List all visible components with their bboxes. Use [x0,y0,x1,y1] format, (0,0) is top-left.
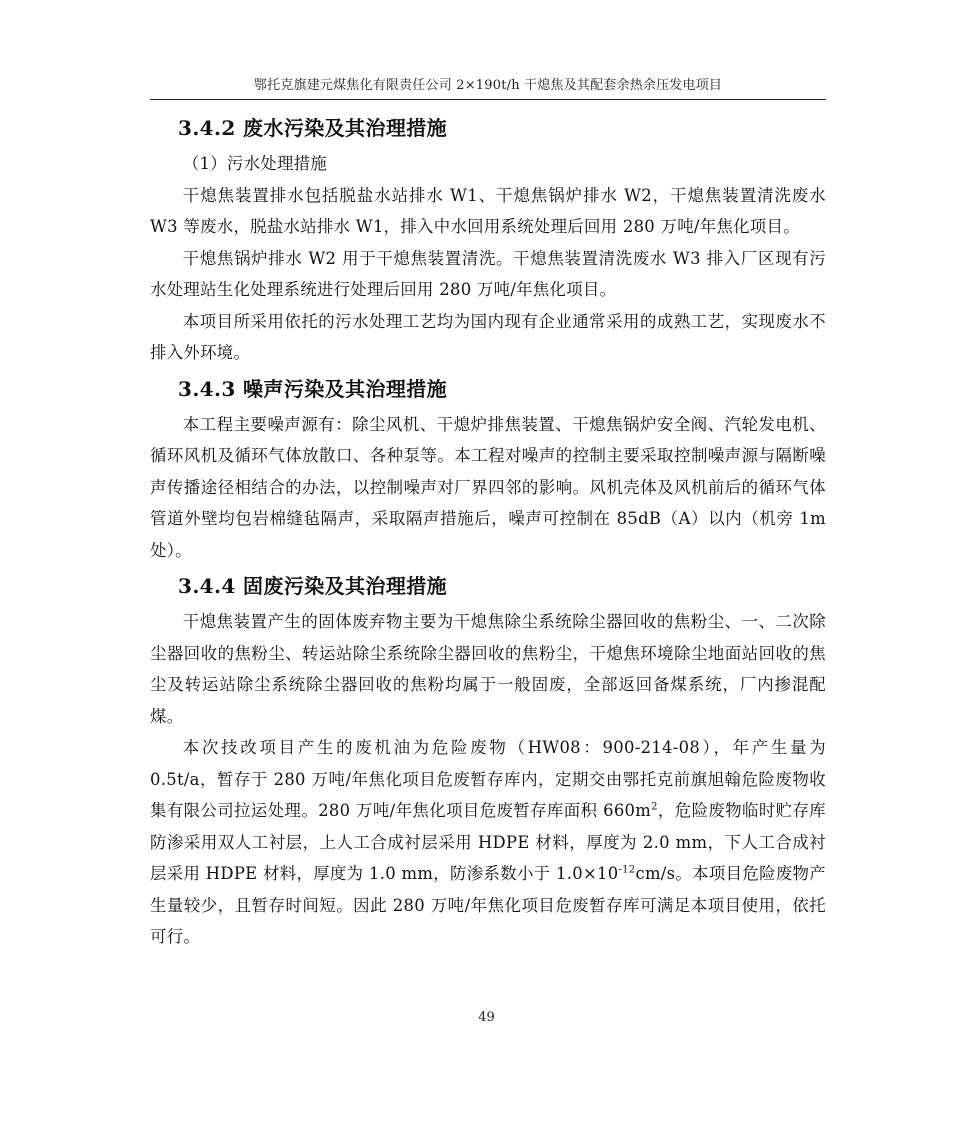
hazard-text-part-1: 本次技改项目产生的废机油为危险废物（HW08：900-214-08），年产生量为 0.5t/a，暂存于 280 万吨/年焦化项目危废暂存库内，定期交由鄂托克前旗旭翰危险废物收集有限公司拉运处理。280 万吨/年焦化项目危废暂存库面积 660m [150,738,826,820]
hazard-text-part-2: ，危险废物临时贮存库防渗采用双人工衬层，上人工合成衬层采用 HDPE 材料，厚度为 2.0 mm，下人工合成衬层采用 HDPE 材料，厚度为 1.0 mm，防渗系数小于 1.0×10 [150,801,826,883]
document-body [150,108,826,953]
subheading-sewage-treatment: （1）污水处理措施 [182,154,328,173]
paragraph-wastewater-3: 本项目所采用依托的污水处理工艺均为国内现有企业通常采用的成熟工艺，实现废水不排入外环境。 [150,311,826,362]
section-heading-3-4-2: 3.4.2 废水污染及其治理措施 [178,116,448,140]
section-heading-3-4-4: 3.4.4 固废污染及其治理措施 [178,574,448,598]
paragraph-hazardous-waste [150,732,826,953]
page-number: 49 [478,1010,495,1025]
header-divider [150,99,826,100]
paragraph-wastewater-1: 干熄焦装置排水包括脱盐水站排水 W1、干熄焦锅炉排水 W2，干熄焦装置清洗废水 W3 等废水，脱盐水站排水 W1，排入中水回用系统处理后回用 280 万吨/年焦化项目。 [150,185,826,236]
coefficient-exponent: -12 [618,864,636,876]
hazard-text-part-3: cm/s。本项目危险废物产生量较少，且暂存时间短。因此 280 万吨/年焦化项目危废暂存库可满足本项目使用，依托可行。 [150,864,826,946]
paragraph-solid-waste-1: 干熄焦装置产生的固体废弃物主要为干熄焦除尘系统除尘器回收的焦粉尘、一、二次除尘器回收的焦粉尘、转运站除尘系统除尘器回收的焦粉尘，干熄焦环境除尘地面站回收的焦尘及转运站除尘系统除尘器回收的焦粉均属于一般固废，全部返回备煤系统，厂内掺混配煤。 [150,612,826,726]
area-exponent: 2 [651,801,658,813]
page-header: 鄂托克旗建元煤焦化有限责任公司 2×190t/h 干熄焦及其配套余热余压发电项目 [253,78,723,93]
paragraph-wastewater-2: 干熄焦锅炉排水 W2 用于干熄焦装置清洗。干熄焦装置清洗废水 W3 排入厂区现有污水处理站生化处理系统进行处理后回用 280 万吨/年焦化项目。 [150,248,826,299]
paragraph-noise-1: 本工程主要噪声源有：除尘风机、干熄炉排焦装置、干熄焦锅炉安全阀、汽轮发电机、循环风机及循环气体放散口、各种泵等。本工程对噪声的控制主要采取控制噪声源与隔断噪声传播途径相结合的办法，以控制噪声对厂界四邻的影响。风机壳体及风机前后的循环气体管道外壁均包岩棉缝毡隔声，采取隔声措施后，噪声可控制在 85dB（A）以内（机旁 1m 处）。 [150,414,826,560]
section-heading-3-4-3: 3.4.3 噪声污染及其治理措施 [178,376,448,401]
